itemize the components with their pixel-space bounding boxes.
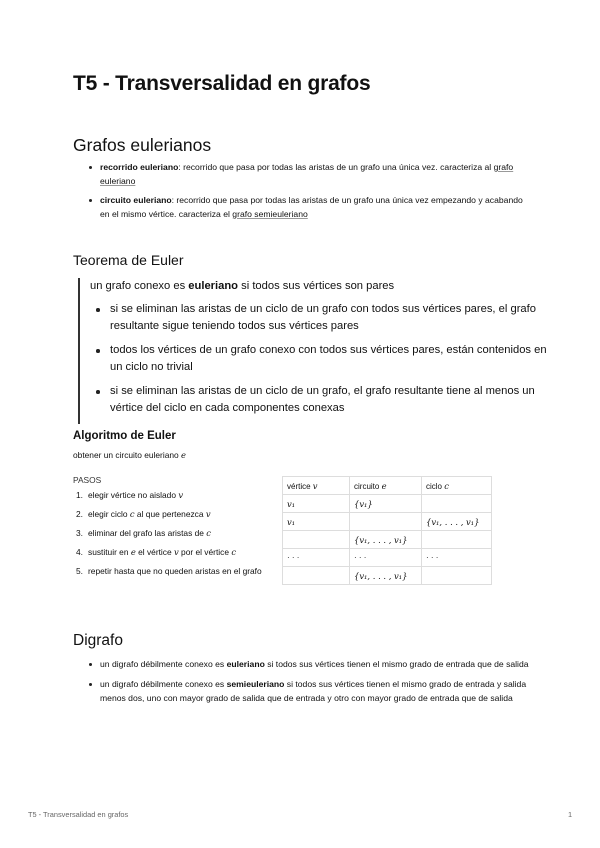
step-text: elegir vértice no aislado — [88, 490, 179, 500]
table-row — [283, 531, 492, 549]
table-cell: {v₁, . . . , v₁} — [350, 531, 422, 549]
theorem-statement — [90, 278, 550, 295]
table-cell: · · · — [422, 549, 492, 567]
theorem-quote — [78, 278, 550, 424]
footer-title: T5 - Transversalidad en grafos — [28, 810, 129, 819]
list-item — [84, 677, 534, 705]
table-cell — [422, 567, 492, 585]
term: recorrido euleriano — [100, 162, 179, 172]
section-heading-digrafo: Digrafo — [73, 632, 123, 649]
item-text: un digrafo débilmente conexo es — [100, 679, 227, 689]
table-header-row — [283, 477, 492, 495]
link-grafo-euleriano[interactable]: grafo euleriano — [100, 162, 514, 186]
step-text: el vértice — [135, 547, 174, 557]
list-item — [84, 160, 534, 188]
section-heading-grafos-eulerianos: Grafos eulerianos — [73, 135, 212, 155]
table-row — [283, 567, 492, 585]
step-number: 4. — [76, 547, 83, 557]
theorem-list — [90, 301, 550, 417]
page-number: 1 — [568, 810, 573, 819]
table-cell: v₁ — [283, 513, 350, 531]
table-cell — [350, 513, 422, 531]
steps-label: PASOS — [73, 475, 102, 485]
table-cell: · · · — [350, 549, 422, 567]
table-cell: v₁ — [283, 495, 350, 513]
algorithm-description — [73, 450, 186, 460]
table-cell — [422, 495, 492, 513]
section-heading-teorema-euler: Teorema de Euler — [73, 252, 184, 268]
step-item — [76, 527, 266, 540]
item-bold: euleriano — [226, 659, 265, 669]
term: circuito euleriano — [100, 195, 172, 205]
step-text: repetir hasta que no queden aristas en el grafo — [88, 566, 262, 576]
item-text: un digrafo débilmente conexo es — [100, 659, 227, 669]
math-var: v — [173, 547, 179, 557]
list-item — [84, 657, 534, 671]
math-var: e — [130, 547, 136, 557]
list-item: si se eliminan las aristas de un ciclo de un grafo, el grafo resultante tiene al menos un vértice del ciclo en cada componentes conexas — [90, 383, 550, 417]
list-item — [84, 193, 534, 221]
math-var: v — [178, 490, 184, 500]
table-cell: · · · — [283, 549, 350, 567]
math-var: c — [129, 509, 135, 519]
column-header: vértice v — [283, 477, 350, 495]
desc-text: obtener un circuito euleriano — [73, 450, 179, 460]
table-row — [283, 513, 492, 531]
step-number: 1. — [76, 490, 83, 500]
table-cell: {v₁} — [350, 495, 422, 513]
theorem-text: un grafo conexo es — [90, 280, 189, 292]
link-grafo-semieuleriano[interactable]: grafo semieuleriano — [232, 209, 308, 219]
digrafo-list — [84, 657, 534, 711]
step-number: 5. — [76, 566, 83, 576]
list-item: todos los vértices de un grafo conexo con todos sus vértices pares, están contenidos en un ciclo no trivial — [90, 342, 550, 376]
step-item — [76, 546, 266, 559]
theorem-bold: euleriano — [188, 280, 239, 292]
item-bold: semieuleriano — [226, 679, 285, 689]
page-title: T5 - Transversalidad en grafos — [73, 72, 371, 95]
step-number: 2. — [76, 509, 83, 519]
table-cell: {v₁, . . . , v₁} — [422, 513, 492, 531]
step-text: elegir ciclo — [88, 509, 130, 519]
definitions-list — [84, 160, 534, 226]
step-number: 3. — [76, 528, 83, 538]
table-cell — [422, 531, 492, 549]
table-row — [283, 495, 492, 513]
definition-text: : recorrido que pasa por todas las aristas de un grafo una única vez. caracteriza al — [178, 162, 494, 172]
list-item: si se eliminan las aristas de un ciclo de un grafo con todos sus vértices pares, el grafo resultante sigue teniendo todos sus vértices pares — [90, 301, 550, 335]
item-text: si todos sus vértices tienen el mismo grado de entrada que de salida — [264, 659, 529, 669]
step-item — [76, 489, 266, 502]
step-text: al que pertenezca — [134, 509, 206, 519]
step-item — [76, 565, 266, 578]
algorithm-heading: Algoritmo de Euler — [73, 430, 176, 442]
math-var: v — [205, 509, 211, 519]
definition-text: : recorrido que pasa por todas las aristas de un grafo una única vez empezando y acabando en el mismo vértice. caracteriza el — [100, 195, 523, 219]
step-text: eliminar del grafo las aristas de — [88, 528, 207, 538]
theorem-text: si todos sus vértices son pares — [238, 280, 395, 292]
table-cell: {v₁, . . . , v₁} — [350, 567, 422, 585]
math-var: e — [181, 450, 186, 460]
step-text: por el vértice — [178, 547, 232, 557]
step-item — [76, 508, 266, 521]
steps-list — [76, 489, 266, 584]
table-row — [283, 549, 492, 567]
item-text: si todos sus vértices tienen el mismo grado de entrada y salida menos dos, uno con mayor grado de salida que de entrada y otro con mayor grado de entrada que de salida — [100, 679, 527, 703]
math-var: c — [206, 528, 211, 538]
step-text: sustituir en — [88, 547, 131, 557]
euler-table — [282, 476, 492, 585]
column-header: circuito e — [350, 477, 422, 495]
math-var: c — [231, 547, 237, 557]
column-header: ciclo c — [422, 477, 492, 495]
table-cell — [283, 531, 350, 549]
table-cell — [283, 567, 350, 585]
